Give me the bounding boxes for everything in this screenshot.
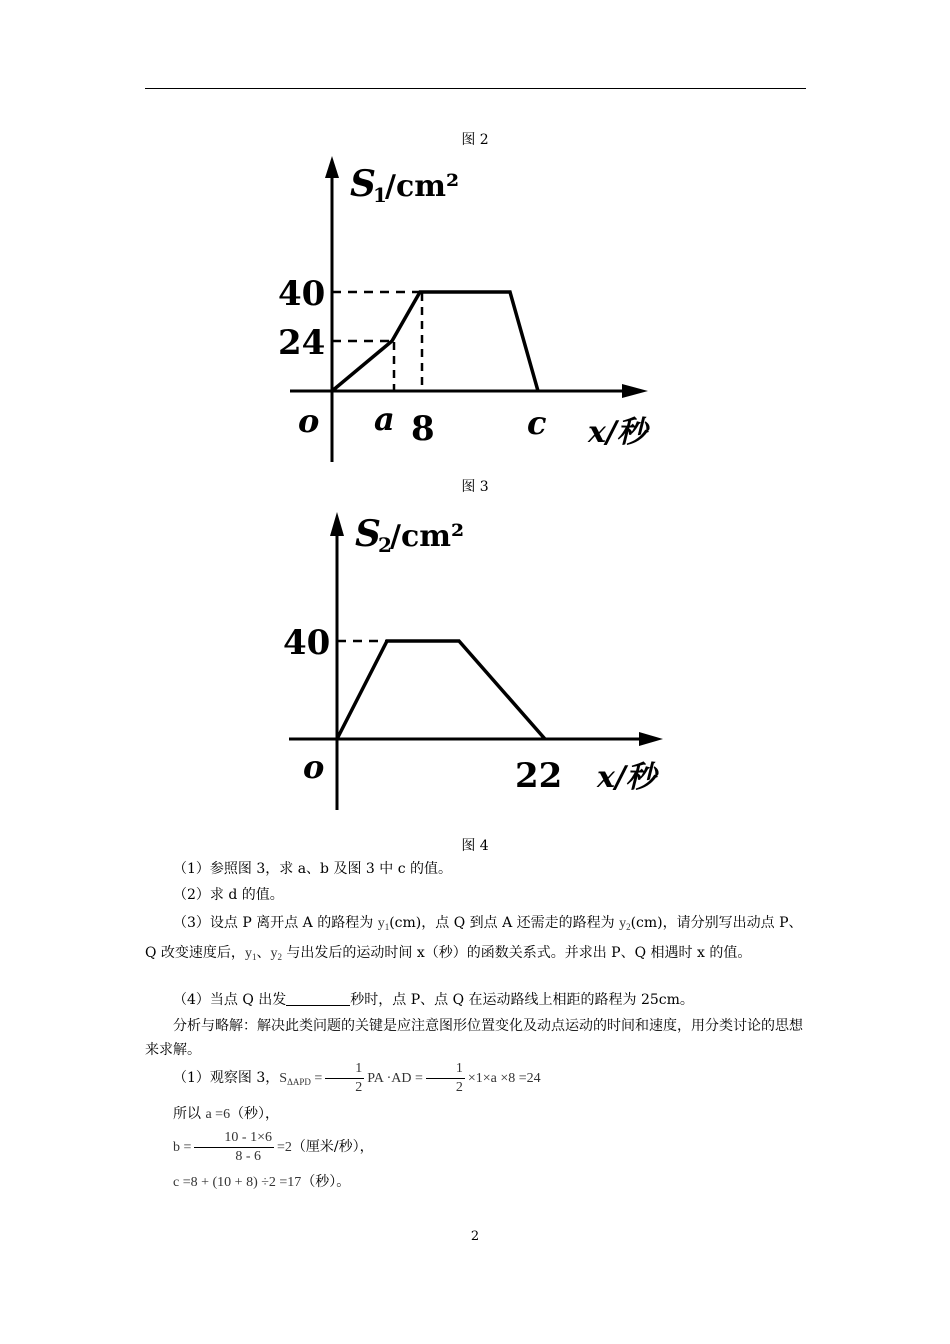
y-tick-40: 40	[278, 274, 326, 314]
x-axis-label: x/秒	[588, 415, 647, 450]
question-2: （2）求 d 的值。	[173, 887, 284, 903]
analysis-paragraph: 分析与略解：解决此类问题的关键是应注意图形位置变化及动点运动的时间和速度，用分类讨论的思想来求解。	[145, 1018, 803, 1058]
y-axis-arrow	[330, 512, 344, 536]
x-axis-arrow	[639, 732, 663, 746]
y-label-s: S	[355, 513, 381, 555]
solution-c: c =8 + (10 + 8) ÷2 =17（秒）。	[173, 1174, 351, 1190]
page-number: 2	[470, 1229, 480, 1244]
solution-b: b = $\frac{10 - 1\times 6}{8 - 6}$ =2（厘米/秒），	[173, 1129, 374, 1164]
origin-label: o	[298, 402, 320, 440]
x-axis-label: x/秒	[597, 760, 656, 795]
header-rule	[145, 88, 806, 89]
figure-2-caption: 图 2	[461, 132, 489, 148]
question-1: （1）参照图 3，求 a、b 及图 3 中 c 的值。	[173, 861, 453, 877]
y-tick-24: 24	[278, 323, 326, 363]
s1-curve	[332, 292, 538, 391]
answer-blank	[286, 991, 350, 1006]
graph-s1	[270, 150, 670, 470]
x-axis-arrow	[622, 384, 648, 398]
solution-1: （1）观察图 3，$S_{\Delta APD}$ = $\frac{1}{2}$ PA ·AD = $\frac{1}{2}$ ×1×a ×8 =24	[173, 1061, 541, 1096]
question-4: （4）当点 Q 出发 秒时，点 P、点 Q 在运动路线上相距的路程为 25cm。	[173, 992, 694, 1008]
x-tick-8: 8	[411, 409, 435, 449]
figure-4-caption: 图 4	[461, 838, 489, 854]
y-label-sub: 2	[378, 533, 392, 557]
x-tick-c: c	[527, 404, 547, 442]
y-label-unit: /cm²	[385, 169, 460, 204]
x-tick-a: a	[374, 400, 395, 438]
y-label-s: S	[350, 163, 376, 205]
origin-label: o	[303, 748, 325, 786]
question-3: （3）设点 P 离开点 A 的路程为 $y_1(cm)$，点 Q 到点 A 还需走的路程为 $y_2(cm)$，请分别写出动点 P、Q 改变速度后，$y_1$、$y_2$ 与出发后的运动时间 x（秒）的函数关系式。并求出 P、Q 相遇时 x 的值。	[145, 915, 803, 962]
y-label-unit: /cm²	[390, 519, 465, 554]
graph-s2	[275, 500, 675, 820]
figure-3-caption: 图 3	[461, 479, 489, 495]
s2-curve	[337, 641, 545, 739]
y-tick-40: 40	[283, 623, 331, 663]
y-label-sub: 1	[373, 183, 387, 207]
x-tick-22: 22	[515, 756, 563, 796]
y-axis-arrow	[325, 156, 339, 178]
solution-a: 所以 a =6（秒），	[173, 1106, 280, 1122]
